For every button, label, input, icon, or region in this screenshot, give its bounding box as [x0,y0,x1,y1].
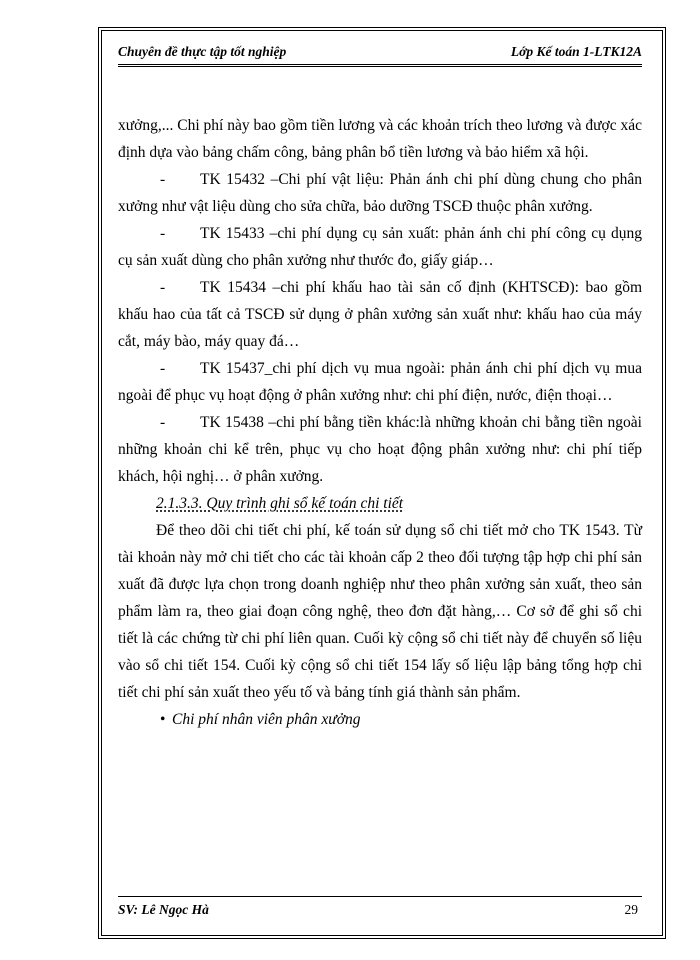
dot-item-label: Chi phí nhân viên phân xưởng [172,711,361,728]
section-heading [118,490,642,517]
header-divider [118,64,642,67]
bullet-text: TK 15434 –chi phí khấu hao tài sản cố định (KHTSCĐ): bao gồm khấu hao của tất cả TSCĐ sử dụng ở phân xưởng sản xuất như: khấu hao của máy cắt, máy bào, máy quay đá… [118,279,642,350]
dot-list-item [118,706,642,733]
bullet-item-15433 [118,220,642,274]
header-class-name: Lớp Kế toán 1-LTK12A [510,44,642,59]
page-number: 29 [624,902,638,917]
dash-marker: - [160,225,166,242]
paragraph-detail-ledger: Để theo dõi chi tiết chi phí, kế toán sử dụng sổ chi tiết mở cho TK 1543. Từ tài khoản này mở chi tiết cho các tài khoản cấp 2 theo đối tượng tập hợp chi phí sản xuất đã được lựa chọn trong doanh nghiệp như theo phân xưởng sản xuất, theo sản phẩm làm ra, theo giai đoạn công nghệ, theo đơn đặt hàng,… Cơ sở để ghi sổ chi tiết là các chứng từ chi phí liên quan. Cuối kỳ cộng sổ chi tiết này để chuyển số liệu vào sổ chi tiết 154. Cuối kỳ cộng sổ chi tiết 154 lấy số liệu lập bảng tổng hợp chi tiết chi phí sản xuất theo yếu tố và bảng tính giá thành sản phẩm. [118,522,642,701]
page-header [118,44,642,62]
document-body [118,112,642,733]
footer-author: SV: Lê Ngọc Hà [118,902,209,917]
page-footer [118,902,642,920]
header-document-title: Chuyên đề thực tập tốt nghiệp [118,44,287,59]
bullet-text: TK 15438 –chi phí bằng tiền khác:là những khoản chi bằng tiền ngoài những khoản chi kể trên, phục vụ cho hoạt động phân xưởng như: chi phí tiếp khách, hội nghị… ở phân xưởng. [118,414,642,485]
bullet-dot-icon: • [160,711,166,728]
paragraph-salary-costs: xưởng,... Chi phí này bao gồm tiền lương và các khoản trích theo lương và được xác định dựa vào bảng chấm công, bảng phân bổ tiền lương và bảo hiểm xã hội. [118,117,642,161]
bullet-item-15434 [118,274,642,355]
dash-marker: - [160,414,166,431]
dash-marker: - [160,171,166,188]
bullet-text: TK 15432 –Chi phí vật liệu: Phản ánh chi phí dùng chung cho phân xưởng như vật liệu dùng cho sửa chữa, bảo dưỡng TSCĐ thuộc phân xưởng. [118,171,642,215]
bullet-item-15432 [118,166,642,220]
dash-marker: - [160,279,166,296]
footer-divider [118,896,642,897]
section-title: 2.1.3.3. Quy trình ghi sổ kế toán chi tiết [156,495,404,512]
bullet-item-15437 [118,355,642,409]
bullet-item-15438 [118,409,642,490]
bullet-text: TK 15433 –chi phí dụng cụ sản xuất: phản ánh chi phí công cụ dụng cụ sản xuất dùng cho phân xưởng như thước đo, giấy giáp… [118,225,642,269]
bullet-text: TK 15437_chi phí dịch vụ mua ngoài: phản ánh chi phí dịch vụ mua ngoài để phục vụ hoạt động ở phân xưởng như: chi phí điện, nước, điện thoại… [118,360,642,404]
dash-marker: - [160,360,166,377]
